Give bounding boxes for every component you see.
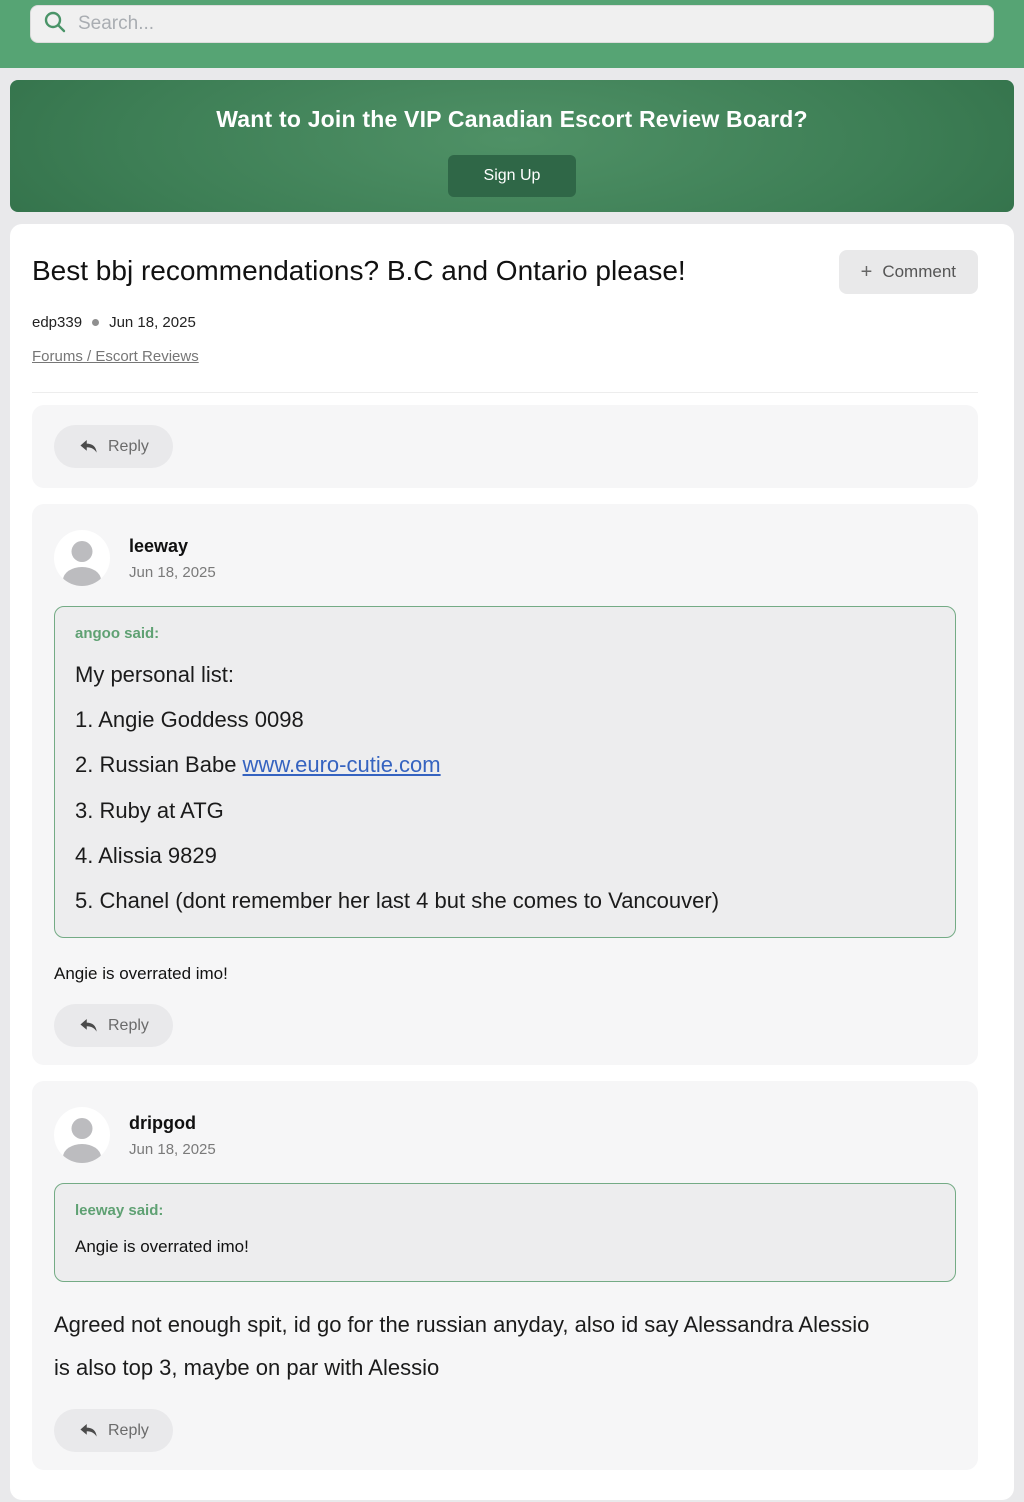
quote-attribution: leeway said:: [75, 1202, 164, 1220]
quote-line: 1. Angie Goddess 0098: [75, 707, 304, 733]
comment-body: Agreed not enough spit, id go for the russian anyday, also id say Alessandra Alessio is also top 3, maybe on par with Alessio: [54, 1312, 870, 1380]
quote-line: My personal list:: [75, 662, 234, 687]
quote-body: Angie is overrated imo!: [75, 1237, 249, 1257]
comment-body: Angie is overrated imo!: [54, 964, 228, 984]
comment-date: Jun 18, 2025: [129, 563, 216, 581]
thread-card: [10, 224, 1014, 1500]
comment-date: Jun 18, 2025: [129, 1140, 216, 1158]
quoted-post-angoo: [54, 606, 956, 938]
banner-title: Want to Join the VIP Canadian Escort Review Board?: [216, 106, 808, 132]
comment-author: leeway: [129, 535, 189, 556]
divider: [32, 392, 978, 393]
quote-line: 3. Ruby at ATG: [75, 797, 224, 823]
thread-author: edp339: [32, 314, 83, 331]
quote-line: 5. Chanel (dont remember her last 4 but she comes to Vancouver): [75, 887, 720, 913]
comment-leeway: [32, 504, 978, 1065]
thread-meta: [32, 314, 978, 331]
search-icon: [42, 9, 68, 40]
reply-arrow-icon: [78, 1420, 99, 1441]
comment-author: dripgod: [129, 1112, 196, 1133]
comment-dripgod: [32, 1081, 978, 1470]
thread-date: Jun 18, 2025: [109, 314, 196, 331]
reply-button-label: Reply: [108, 1421, 149, 1439]
avatar: [54, 530, 110, 586]
comment-author-row: [54, 530, 956, 586]
person-icon: [72, 1118, 93, 1139]
reply-arrow-icon: [78, 1015, 99, 1036]
quote-attribution: angoo said:: [75, 625, 160, 642]
euro-cutie-link[interactable]: www.euro-cutie.com: [242, 752, 441, 778]
avatar: [54, 1107, 110, 1163]
quoted-post-leeway: [54, 1183, 956, 1282]
quote-line: 2. Russian Babe www.euro-cutie.com: [75, 752, 441, 778]
breadcrumb[interactable]: Forums / Escort Reviews: [32, 348, 199, 365]
reply-button[interactable]: [54, 1409, 173, 1452]
dot-separator-icon: [92, 319, 99, 326]
comment-author-row: [54, 1107, 956, 1163]
vip-signup-banner: [10, 80, 1014, 212]
top-bar: [0, 0, 1024, 68]
quote-line: 4. Alissia 9829: [75, 842, 217, 868]
search-input[interactable]: [78, 13, 982, 35]
reply-button[interactable]: [54, 425, 173, 468]
sign-up-button[interactable]: Sign Up: [448, 155, 577, 197]
search-box[interactable]: [30, 5, 994, 43]
plus-icon: +: [860, 261, 873, 283]
reply-arrow-icon: [78, 436, 99, 457]
comment-button-label: Comment: [882, 262, 956, 281]
person-icon: [72, 541, 93, 562]
comment-button[interactable]: [839, 250, 978, 294]
thread-title: Best bbj recommendations? B.C and Ontario please!: [32, 255, 686, 286]
reply-button[interactable]: [54, 1004, 173, 1047]
reply-button-label: Reply: [108, 437, 149, 455]
thread-reply-bar: [32, 405, 978, 488]
reply-button-label: Reply: [108, 1016, 149, 1034]
thread-header: [32, 250, 978, 294]
